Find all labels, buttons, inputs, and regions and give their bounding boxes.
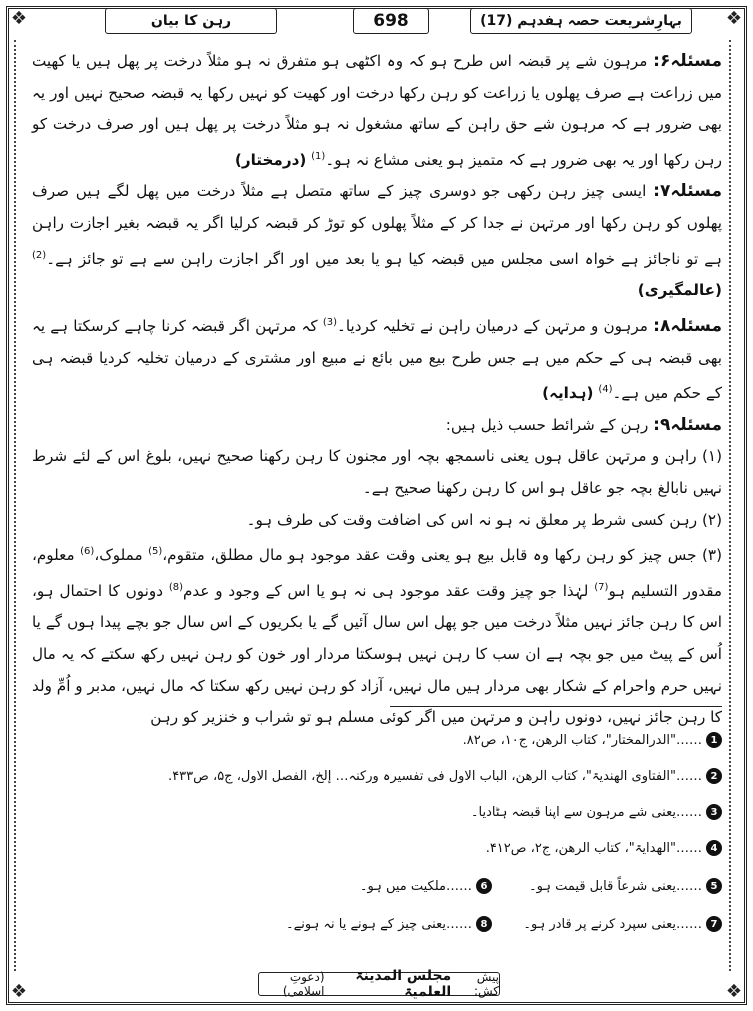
- footnote-number-badge: 6: [476, 878, 492, 894]
- footnote-text: ……"الفتاوی الھندیۃ"، کتاب الرھن، الباب الاول فی تفسیرہ ورکنہ… إلخ، الفصل الاول، ج۵، ص۴۳۳.: [168, 768, 702, 784]
- footnote-text: ……یعنی چیز کے ہونے یا نہ ہونے۔: [286, 916, 472, 932]
- footnote-item: [360, 878, 492, 894]
- corner-ornament-icon: ❖: [725, 981, 743, 1002]
- footnote-text: ……"الھدایۃ"، کتاب الرھن، ج۲، ص۴۱۲.: [485, 840, 702, 856]
- footnote-divider: [390, 706, 722, 707]
- footnote-item: [168, 768, 722, 784]
- footnote-ref: (1): [311, 150, 326, 162]
- footnote-number-badge: 1: [706, 732, 722, 748]
- masala-text: رہن کے شرائط حسب ذیل ہیں:: [445, 415, 649, 434]
- condition-text: لہٰذا جو چیز وقت عقد موجود ہی نہ ہو یا اس کے وجود و عدم: [183, 581, 589, 600]
- source-reference: (درمختار): [234, 150, 307, 169]
- footnote-item: [486, 840, 722, 856]
- condition-1: (۱) راہن و مرتہن عاقل ہوں یعنی ناسمجھ بچہ اور مجنون کا رہن رکھنا صحیح نہیں، بلوغ اس کے لئے شرط نہیں نابالغ بچہ جو عاقل ہو اس کا رہن رکھنا صحیح ہے۔: [32, 447, 722, 497]
- footnote-number-badge: 8: [476, 916, 492, 932]
- masala-9: [32, 410, 722, 442]
- footnote-ref: (8): [168, 581, 183, 593]
- footnote-text: ……"الدرالمختار"، کتاب الرھن، ج۱۰، ص۸۲.: [462, 732, 702, 748]
- publisher-box: [258, 968, 500, 1000]
- footnote-ref: (6): [80, 546, 95, 558]
- condition-text: دونوں کا احتمال ہو، اس کا رہن جائز نہیں مثلاً درخت میں جو پھل اس سال آئیں گے یا بکریوں کے اس سال جو بچے پیدا ہوں گے یا اُس کے پیٹ میں جو بچہ ہے ان سب کا رہن نہیں ہوسکتا مردار اور خون کو رہن نہیں رکھ سکتے کہ یہ مال نہیں حرم واحرام کے شکار بھی مردار ہیں مال نہیں، آزاد کو رہن نہیں رکھ سکتا کہ مال نہیں، مدبر و اُمِّ ولد کا رہن جائز نہیں، دونوں راہن و مرتہن میں اگر کوئی مسلم ہو تو شراب و خنزیر کو رہن: [32, 581, 722, 727]
- condition-2: (۲) رہن کسی شرط پر معلق نہ ہو نہ اس کی اضافت وقت کی طرف ہو۔: [246, 510, 722, 529]
- masala-heading: مسئلہ۹:: [653, 414, 722, 435]
- source-reference: (عالمگیری): [637, 281, 722, 300]
- condition-text: مملوک،: [94, 546, 143, 565]
- corner-ornament-icon: ❖: [10, 8, 28, 29]
- masala-7: [32, 176, 722, 306]
- publisher-org: (دعوتِ اسلامی): [282, 970, 325, 998]
- footnote-item: [463, 732, 722, 748]
- page-header: [30, 6, 723, 34]
- footnote-item: [523, 916, 722, 932]
- footnotes: [32, 718, 722, 958]
- footnote-item: [286, 916, 492, 932]
- masala-heading: مسئلہ۸:: [653, 315, 723, 336]
- left-border-ornament: [14, 40, 26, 971]
- footnote-text: ……یعنی شے مرہون سے اپنا قبضہ ہٹادیا۔: [470, 804, 702, 820]
- footnote-number-badge: 2: [706, 768, 722, 784]
- footnote-ref: (4): [598, 384, 613, 396]
- condition-3: [32, 536, 722, 734]
- masala-6: [32, 46, 722, 176]
- book-title: بہارِشریعت حصہ ہفدہم (17): [470, 8, 692, 34]
- publisher-label: پیش کش:: [473, 970, 499, 998]
- footnote-text: ……ملکیت میں ہو۔: [359, 878, 472, 894]
- source-reference: (ہدایہ): [542, 384, 594, 403]
- footnote-number-badge: 3: [706, 804, 722, 820]
- corner-ornament-icon: ❖: [10, 981, 28, 1002]
- corner-ornament-icon: ❖: [725, 8, 743, 29]
- footnote-text: ……یعنی سپرد کرنے پر قادر ہو۔: [523, 916, 702, 932]
- footnote-number-badge: 5: [706, 878, 722, 894]
- footnote-item: [529, 878, 722, 894]
- main-text: [32, 46, 722, 734]
- footnote-ref: (2): [32, 249, 47, 261]
- masala-text: مرہون و مرتہن کے درمیان راہن نے تخلیہ کردیا۔: [337, 316, 648, 335]
- right-border-ornament: [729, 40, 741, 971]
- footnote-item: [471, 804, 722, 820]
- footnote-number-badge: 4: [706, 840, 722, 856]
- masala-text: مرہون شے پر قبضہ اس طرح ہو کہ وہ اکٹھی ہو متفرق نہ ہو مثلاً درخت پر پھل ہیں یا کھیت میں زراعت ہے صرف پھلوں یا زراعت کو رہن رکھا درخت اور کھیت کو نہیں رکھا یہ قبضہ صحیح نہیں اور یہ بھی ضرور ہے کہ مرہون شے حق راہن کے ساتھ مشغول نہ ہو مثلاً درخت پر پھل ہیں اور صرف درخت کو رہن رکھا اور یہ بھی ضرور ہے کہ متمیز ہو یعنی مشاع نہ ہو۔: [32, 52, 722, 169]
- page-number: 698: [353, 8, 429, 34]
- condition-text: معلوم، مقدور التسلیم ہو: [32, 546, 723, 600]
- masala-heading: مسئلہ۶:: [653, 51, 722, 71]
- masala-heading: مسئلہ۷:: [653, 181, 722, 202]
- masala-text: کہ مرتہن اگر قبضہ کرنا چاہے کرسکتا ہے یہ بھی قبضہ ہی کے حکم میں ہے جس طرح بیع میں بائع نے مبیع اور مشتری کے درمیان تخلیہ کردیا قبضہ ہی کے حکم میں ہے۔: [32, 316, 722, 403]
- page-footer: [0, 970, 753, 1000]
- masala-8: [32, 307, 722, 410]
- footnote-ref: (7): [594, 581, 609, 593]
- condition-text: (۳) جس چیز کو رہن رکھا وہ قابل بیع ہو یعنی وقت عقد موجود ہو مال مطلق، متقوم،: [162, 546, 723, 565]
- footnote-ref: (5): [148, 546, 163, 558]
- footnote-text: ……یعنی شرعاً قابل قیمت ہو۔: [529, 878, 702, 894]
- footnote-ref: (3): [322, 316, 338, 328]
- footnote-number-badge: 7: [706, 916, 722, 932]
- publisher-name: مجلس المدینۃ العلمیۃ: [355, 968, 452, 1000]
- masala-text: ایسی چیز رہن رکھی جو دوسری چیز کے ساتھ متصل ہے مثلاً درخت میں پھل لگے ہیں صرف پھلوں کو رہن رکھا اور مرتہن نے جدا کر کے مثلاً پھلوں کو توڑ کر قبضہ کرلیا اگر یہ قبضہ بغیر اجازت راہن ہے تو ناجائز ہے خواہ اسی مجلس میں قبضہ کیا ہو یا بعد میں اور اگر اجازت راہن سے ہے تو جائز ہے۔: [32, 182, 722, 268]
- chapter-title: رہن کا بیان: [105, 8, 277, 34]
